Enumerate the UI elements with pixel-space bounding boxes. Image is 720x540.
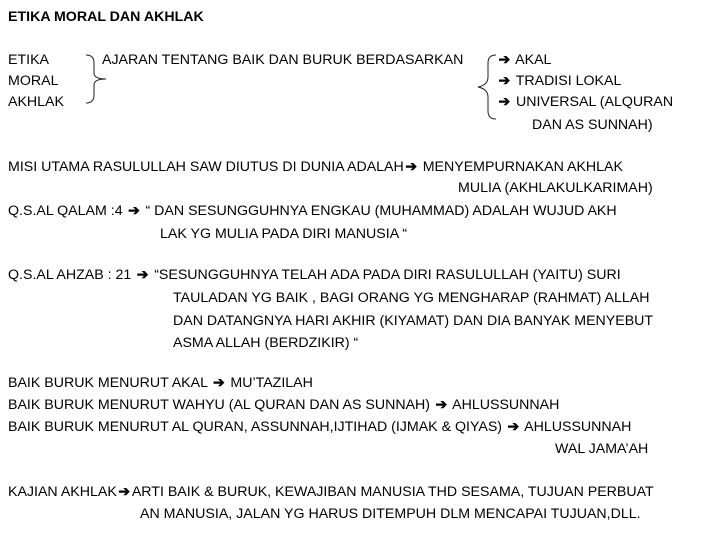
kajian-line: KAJIAN AKHLAK ➔ ARTI BAIK & BURUK, KEWAJIBAN MANUSIA THD SESAMA, TUJUAN PERBUAT bbox=[8, 484, 654, 500]
school-akal: BAIK BURUK MENURUT AKAL ➔ MU’TAZILAH bbox=[8, 375, 313, 391]
source-akal: ➔ AKAL bbox=[498, 52, 552, 68]
ahzab-line: Q.S.AL AHZAB : 21 ➔ “SESUNGGUHNYA TELAH ADA PADA DIRI RASULULLAH (YAITU) SURI bbox=[8, 267, 621, 283]
ahzab-line-3: DAN DATANGNYA HARI AKHIR (KIYAMAT) DAN DIA BANYAK MENYEBUT bbox=[173, 313, 654, 329]
school-ijtihad: BAIK BURUK MENURUT AL QURAN, ASSUNNAH,IJTIHAD (IJMAK & QIYAS) ➔ AHLUSSUNNAH bbox=[8, 419, 632, 435]
arrow-icon: ➔ bbox=[435, 397, 448, 413]
term-akhlak: AKHLAK bbox=[8, 94, 64, 110]
misi-line: MISI UTAMA RASULULLAH SAW DIUTUS DI DUNIA ADALAH ➔ MENYEMPURNAKAN AKHLAK bbox=[8, 159, 623, 175]
term-moral: MORAL bbox=[8, 73, 59, 89]
definition-text: AJARAN TENTANG BAIK DAN BURUK BERDASARKAN bbox=[102, 52, 464, 68]
arrow-icon: ➔ bbox=[498, 52, 511, 68]
arrow-icon: ➔ bbox=[118, 484, 131, 500]
source-tradisi: ➔ TRADISI LOKAL bbox=[498, 73, 622, 89]
arrow-icon: ➔ bbox=[498, 73, 511, 89]
qalam-line-cont: LAK YG MULIA PADA DIRI MANUSIA “ bbox=[160, 226, 408, 242]
qalam-line: Q.S.AL QALAM :4 ➔ “ DAN SESUNGGUHNYA ENGKAU (MUHAMMAD) ADALAH WUJUD AKH bbox=[8, 203, 617, 219]
ahzab-line-2: TAULADAN YG BAIK , BAGI ORANG YG MENGHARAP (RAHMAT) ALLAH bbox=[173, 290, 650, 306]
arrow-icon: ➔ bbox=[498, 94, 511, 110]
arrow-icon: ➔ bbox=[405, 159, 418, 175]
school-ijtihad-cont: WAL JAMA’AH bbox=[555, 441, 649, 457]
term-etika: ETIKA bbox=[8, 52, 49, 68]
arrow-icon: ➔ bbox=[128, 203, 140, 219]
kajian-line-cont: AN MANUSIA, JALAN YG HARUS DITEMPUH DLM MENCAPAI TUJUAN,DLL. bbox=[140, 506, 641, 522]
arrow-icon: ➔ bbox=[507, 419, 520, 435]
misi-line-cont: MULIA (AKHLAKULKARIMAH) bbox=[458, 180, 653, 196]
source-universal-cont: DAN AS SUNNAH) bbox=[532, 117, 653, 133]
ahzab-line-4: ASMA ALLAH (BERDZIKIR) “ bbox=[173, 335, 359, 351]
arrow-icon: ➔ bbox=[212, 375, 225, 391]
arrow-icon: ➔ bbox=[136, 267, 149, 283]
school-wahyu: BAIK BURUK MENURUT WAHYU (AL QURAN DAN AS SUNNAH) ➔ AHLUSSUNNAH bbox=[8, 397, 560, 413]
source-universal: ➔ UNIVERSAL (ALQURAN bbox=[498, 94, 674, 110]
page-title: ETIKA MORAL DAN AKHLAK bbox=[8, 9, 204, 25]
